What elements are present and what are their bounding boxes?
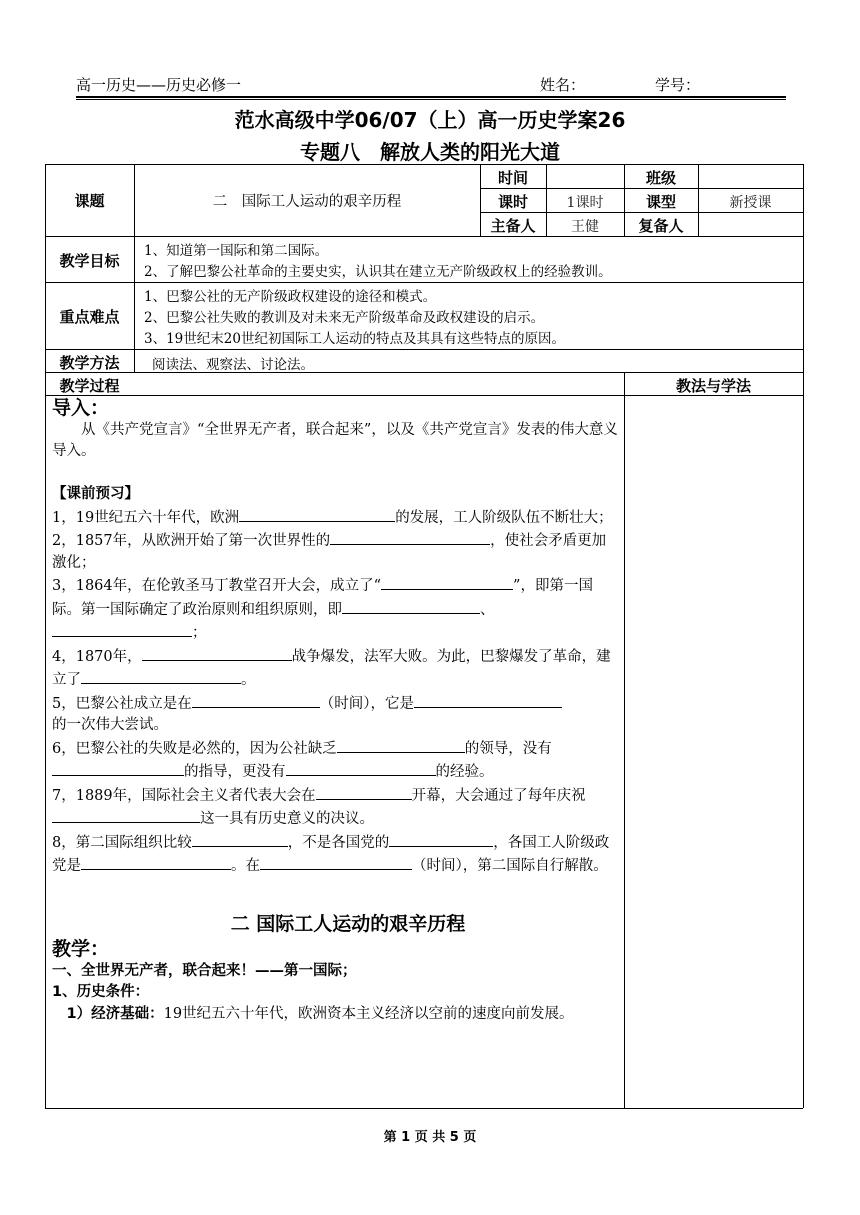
key-item: 2、巴黎公社失败的教训及对未来无产阶级革命及政权建设的启示。 xyxy=(144,310,545,326)
teach-learn-label: 教法与学法 xyxy=(675,377,751,395)
preparer-label: 主备人 xyxy=(490,217,536,235)
answer-blank[interactable] xyxy=(52,760,184,776)
question-4: 4，1870年， 战争爆发，法军大败。为此，巴黎爆发了革命，建立了 。 xyxy=(52,645,620,692)
section-title: 二 国际工人运动的艰辛历程 xyxy=(230,912,466,935)
answer-blank[interactable] xyxy=(414,692,562,708)
topic-value: 二 国际工人运动的艰辛历程 xyxy=(212,194,402,210)
answer-blank[interactable] xyxy=(330,529,490,545)
key-item: 3、19世纪末20世纪初国际工人运动的特点及其具有这些特点的原因。 xyxy=(144,331,565,347)
answer-blank[interactable] xyxy=(316,784,412,800)
question-1: 1，19世纪五六十年代，欧洲 的发展，工人阶级队伍不断壮大； xyxy=(52,506,620,530)
header-rule-thin xyxy=(76,99,786,100)
lesson-content xyxy=(52,398,620,1025)
header-rule xyxy=(76,96,786,98)
method-value: 阅读法、观察法、讨论法。 xyxy=(152,357,314,373)
answer-blank[interactable] xyxy=(52,621,192,637)
key-item: 1、巴黎公社的无产阶级政权建设的途径和模式。 xyxy=(144,289,437,305)
reviewer-label: 复备人 xyxy=(638,217,684,235)
answer-blank[interactable] xyxy=(52,807,200,823)
page-footer: 第 1 页 共 5 页 xyxy=(383,1130,477,1145)
goal-item: 1、知道第一国际和第二国际。 xyxy=(144,243,329,259)
preview-heading: 【课前预习】 xyxy=(52,486,139,502)
answer-blank[interactable] xyxy=(381,574,513,590)
process-label: 教学过程 xyxy=(59,377,120,395)
intro-text: 从《共产党宣言》“全世界无产者，联合起来”，以及《共产党宣言》发表的伟大意义导入。 xyxy=(52,421,618,459)
course-header: 高一历史——历史必修一 xyxy=(76,76,242,94)
answer-blank[interactable] xyxy=(286,760,436,776)
answer-blank[interactable] xyxy=(192,831,288,847)
goals-label: 教学目标 xyxy=(59,252,120,270)
hours-value: 1课时 xyxy=(566,195,604,211)
question-8: 8，第二国际组织比较 ，不是各国党的 ，各国工人阶级政党是 。在 （时间），第二国际自行解散。 xyxy=(52,831,620,878)
question-6: 6，巴黎公社的失败是必然的，因为公社缺乏 的领导，没有的指导，更没有 的经验。 xyxy=(52,737,620,784)
answer-blank[interactable] xyxy=(81,668,241,684)
type-label: 课型 xyxy=(645,193,676,211)
question-3: 3，1864年，在伦敦圣马丁教堂召开大会，成立了“ ”，即第一国际。第一国际确定了政治原则和组织原则，即 、 ； xyxy=(52,574,620,645)
part-1-heading: 一、全世界无产者，联合起来！——第一国际； xyxy=(52,962,357,979)
method-label: 教学方法 xyxy=(59,354,120,372)
answer-blank[interactable] xyxy=(260,854,412,870)
question-5: 5，巴黎公社成立是在 （时间），它是 的一次伟大尝试。 xyxy=(52,692,620,737)
preparer-value: 王健 xyxy=(571,219,599,235)
question-7: 7，1889年，国际社会主义者代表大会在 开幕，大会通过了每年庆祝这一具有历史意义的决议。 xyxy=(52,784,620,831)
hours-label: 课时 xyxy=(497,193,528,211)
answer-blank[interactable] xyxy=(192,692,320,708)
answer-blank[interactable] xyxy=(142,645,292,661)
part-1-1-heading: 1、历史条件： xyxy=(52,984,150,1000)
answer-blank[interactable] xyxy=(239,506,395,522)
name-label: 姓名： xyxy=(540,76,586,94)
page-subtitle: 专题八 解放人类的阳光大道 xyxy=(300,140,560,164)
intro-heading: 导入： xyxy=(52,397,110,419)
type-value: 新授课 xyxy=(729,195,772,211)
answer-blank[interactable] xyxy=(389,831,493,847)
teach-heading: 教学： xyxy=(52,938,110,960)
answer-blank[interactable] xyxy=(337,737,465,753)
goal-item: 2、了解巴黎公社革命的主要史实，认识其在建立无产阶级政权上的经验教训。 xyxy=(144,264,612,280)
class-label: 班级 xyxy=(645,169,676,187)
keys-label: 重点难点 xyxy=(59,308,120,326)
page-title: 范水高级中学06/07（上）高一历史学案26 xyxy=(234,108,626,132)
time-label: 时间 xyxy=(497,169,528,187)
answer-blank[interactable] xyxy=(342,598,480,614)
question-2: 2，1857年，从欧洲开始了第一次世界性的 ，使社会矛盾更加激化； xyxy=(52,529,620,574)
answer-blank[interactable] xyxy=(81,854,231,870)
id-label: 学号： xyxy=(655,76,701,94)
topic-label: 课题 xyxy=(74,192,105,210)
economic-basis: 1）经济基础：19世纪五六十年代，欧洲资本主义经济以空前的速度向前发展。 xyxy=(66,1005,574,1022)
